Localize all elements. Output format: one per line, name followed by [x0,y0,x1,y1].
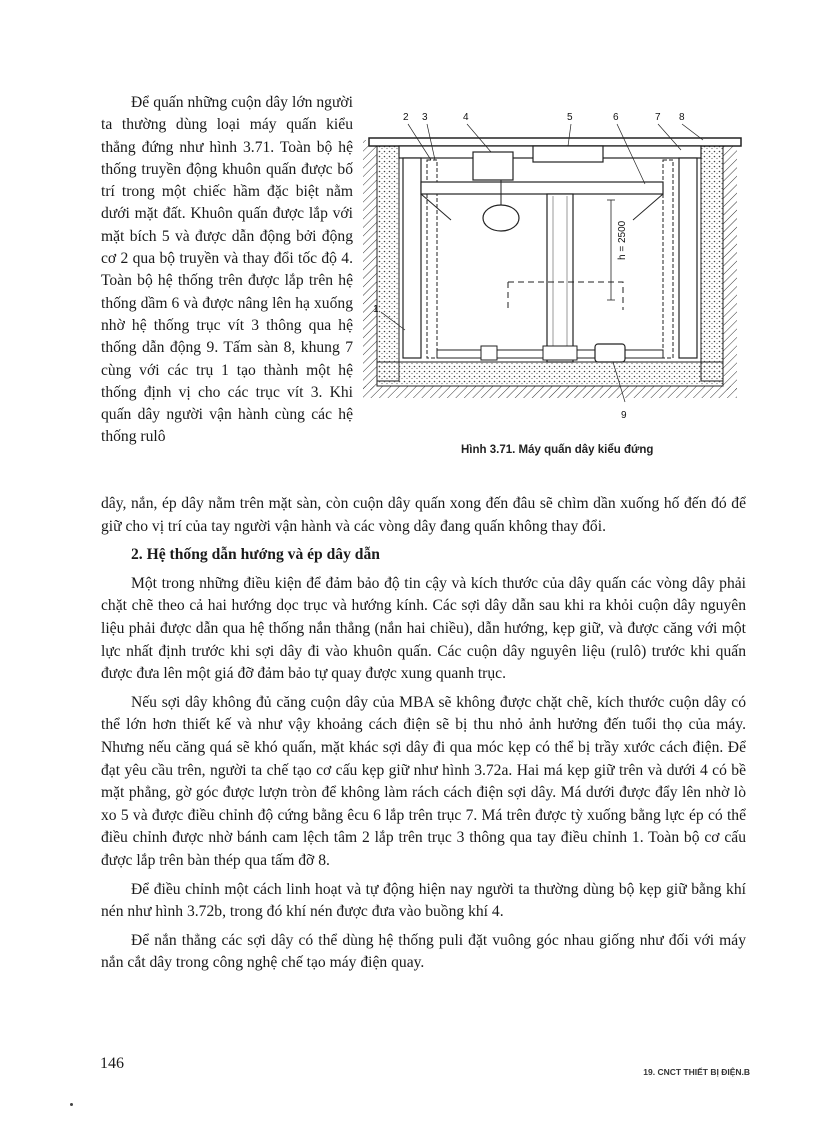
label-9: 9 [621,410,627,421]
paragraph-3: Để điều chỉnh một cách linh hoạt và tự động hiện nay người ta thường dùng bộ kẹp giữ bằng khí nén như hình 3.72b, trong đó khí nén được đưa vào buồng khí 4. [101,880,746,921]
winding-machine-diagram [363,100,748,430]
figure-caption: Hình 3.71. Máy quấn dây kiểu đứng [461,444,654,456]
paragraph-2: Nếu sợi dây không đủ căng cuộn dây của MBA sẽ không được chặt chẽ, kích thước cuộn dây có thể lớn hơn thiết kế và như vậy khoảng cách điện sẽ bị thu nhỏ ảnh hưởng đến tuổi thọ của máy. Nhưng nếu căng quá sẽ khó quấn, mặt khác sợi dây đi qua móc kẹp có thể bị trầy xước cách điện. Để đạt yêu cầu trên, người ta chế tạo cơ cấu kẹp giữ như hình 3.72a. Hai má kẹp giữ trên và dưới 4 có bề mặt phẳng, gờ góc được lượn tròn để không làm rách cách điện sợi dây. Má dưới được đẩy lên nhờ lò xo 5 và được điều chỉnh độ cứng bằng êcu 6 lắp trên trục 7. Má trên được tỳ xuống bằng lực ép có thể điều chỉnh được nhờ bánh cam lệch tâm 2 lắp trên trục 3 thông qua tay điều chỉnh 1. Toàn bộ cơ cấu được lắp trên bàn thép qua tấm đỡ 8. [101,693,746,869]
label-2: 2 [403,112,409,123]
gearbox [473,152,513,180]
motor [483,205,519,231]
section-heading: 2. Hệ thống dẫn hướng và ép dây dẫn [131,546,380,564]
beam [421,182,663,194]
pit-wall-left [377,145,399,381]
dimension-label: h = 2500 [617,220,628,260]
flange [533,146,603,162]
ground-bottom [363,386,737,398]
screw-right [663,160,673,358]
pit-floor [377,362,723,386]
column-left [403,158,421,358]
paragraph-1: Một trong những điều kiện để đảm bảo độ tin cậy và kích thước của dây quấn các vòng dây phải chặt chẽ theo cả hai hướng dọc trục và hướng kính. Các sợi dây dẫn sau khi ra khỏi cuộn dây nguyên liệu phải được dẫn qua hệ thống nắn thẳng (nắn hai chiều), dẫn hướng, kẹp giữ, và được căng với một lực nhất định trước khi sợi dây đi vào khuôn quấn. Các cuộn dây nguyên liệu (rulô) trước khi quấn được đưa lên một giá đỡ đảm bảo tự quay được xung quanh trục. [101,574,746,683]
ground-right [723,140,737,390]
floor-plate [369,138,741,146]
label-6: 6 [613,112,619,123]
ground-left [363,140,377,390]
continuation-paragraph: dây, nắn, ép dây nằm trên mặt sàn, còn cuộn dây quấn xong đến đâu sẽ chìm dần xuống hố đến đó để giữ cho vị trí của tay người vận hành và các vòng dây đang quấn không thay đổi. [101,495,746,535]
intro-paragraph [101,92,353,449]
drive-motor [595,344,625,362]
intro-text: Để quấn những cuộn dây lớn người ta thường dùng loại máy quấn kiểu thẳng đứng như hình 3.71. Toàn bộ hệ thống truyền động khuôn quấn được bố trí trong một chiếc hầm đặc biệt nằm dưới mặt đất. Khuôn quấn được lắp với mặt bích 5 và được dẫn động bởi động cơ 2 qua bộ truyền và thay đổi tốc độ 4. Toàn bộ hệ thống trên được lắp trên hệ thống dầm 6 và được nâng lên hạ xuống nhờ hệ thống trục vít 3 thông qua hệ thống dẫn động 9. Tấm sàn 8, khung 7 cùng với các trụ 1 tạo thành một hệ thống định vị cho các trục vít 3. Khi quấn dây người vận hành cùng các hệ thống rulô [101,94,353,446]
drive-gear-mid [543,346,577,360]
scan-dot [70,1103,73,1106]
central-column [547,194,573,362]
figure-vertical-winding-machine [363,100,748,430]
label-8: 8 [679,112,685,123]
page-number: 146 [100,1055,124,1072]
paragraph-4: Để nắn thẳng các sợi dây có thể dùng hệ thống puli đặt vuông góc nhau giống như đối với máy nắn cắt dây trong công nghệ chế tạo máy điện quay. [101,931,746,972]
column-right [679,158,697,358]
label-5: 5 [567,112,573,123]
footer-tag: 19. CNCT THIẾT BỊ ĐIỆN.B [643,1067,750,1077]
label-3: 3 [422,112,428,123]
body-text [101,493,746,981]
label-7: 7 [655,112,661,123]
label-1: 1 [373,304,379,315]
label-4: 4 [463,112,469,123]
drive-gear-left [481,346,497,360]
pit-wall-right [701,145,723,381]
